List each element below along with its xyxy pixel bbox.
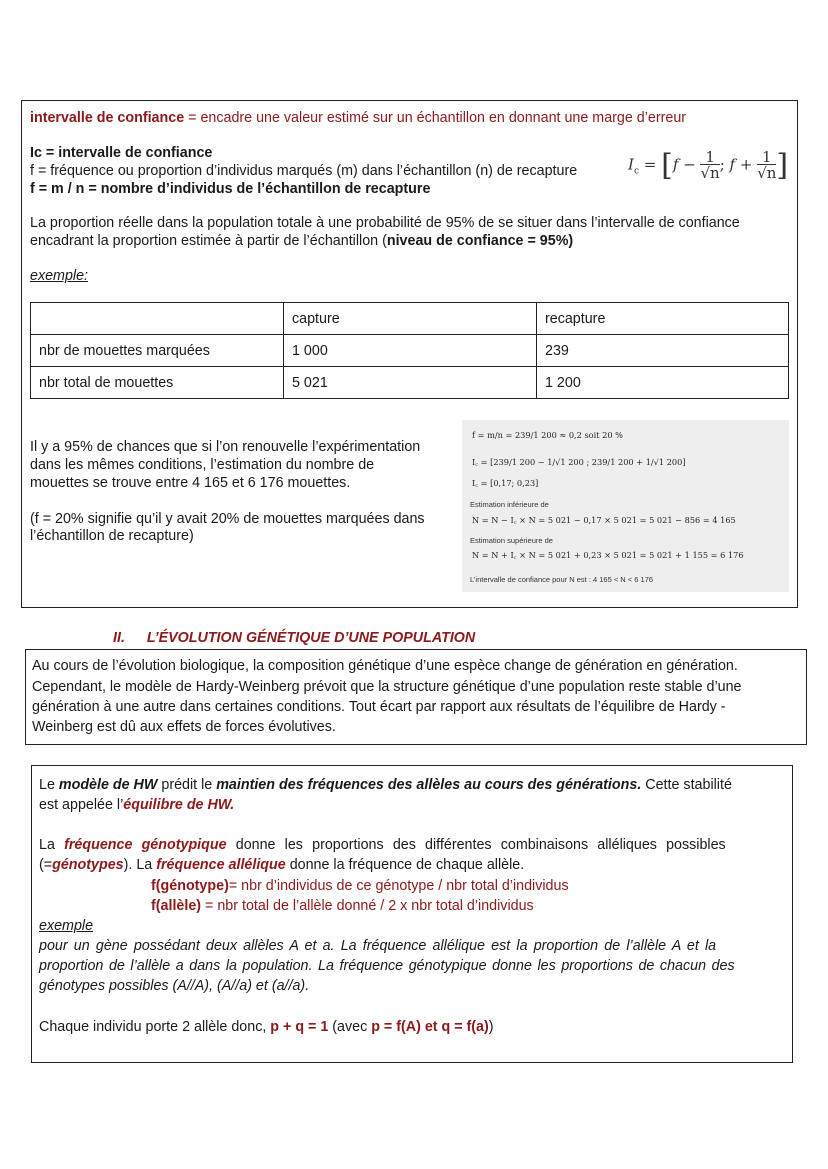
- table-cell: 5 021: [284, 367, 537, 399]
- calc-interval-text: L’intervalle de confiance pour N est : 4 165 < N < 6 176: [470, 575, 654, 584]
- evolution-line-3: génération à une autre dans certaines conditions. Tout écart par rapport aux résultats de l’équilibre de Hardy -: [32, 699, 726, 715]
- genotype-formula: f(génotype)= nbr d’individus de ce génotype / nbr total d’individus: [151, 878, 569, 894]
- table-cell: nbr total de mouettes: [31, 367, 284, 399]
- table-header-cell: [31, 303, 284, 335]
- f20-line-1: (f = 20% signifie qu’il y avait 20% de mouettes marquées dans: [30, 511, 425, 527]
- hw-conclusion: Chaque individu porte 2 allèle donc, p + q = 1 (avec p = f(A) et q = f(a)): [39, 1019, 494, 1035]
- calc-inf-label: Estimation inférieure de: [470, 500, 549, 509]
- hw-paragraph-2-line-1: La fréquence génotypique donne les proportions des différentes combinaisons alléliques possibles: [39, 837, 726, 853]
- definition-line: [30, 109, 686, 127]
- f-mn-definition: f = m / n = nombre d’individus de l’échantillon de recapture: [30, 181, 431, 197]
- section-2-heading: L’ÉVOLUTION GÉNÉTIQUE D’UNE POPULATION: [146, 630, 476, 646]
- chance-line-3: mouettes se trouve entre 4 165 et 6 176 mouettes.: [30, 475, 351, 491]
- calculation-panel: [462, 420, 789, 592]
- table-row: [31, 367, 789, 399]
- calc-sup-label: Estimation supérieure de: [470, 536, 553, 545]
- evolution-line-1: Au cours de l’évolution biologique, la composition génétique d’une espèce change de génération en génération.: [32, 658, 738, 674]
- table-cell: 1 200: [537, 367, 789, 399]
- f-definition: f = fréquence ou proportion d’individus marqués (m) dans l’échantillon (n) de recapture: [30, 163, 578, 179]
- hw-exemple-label: exemple: [39, 918, 94, 934]
- section-2-title: [113, 629, 475, 647]
- calc-sup-calc: N = N + I꜀ × N = 5 021 + 0,23 × 5 021 = 5 021 + 1 155 = 6 176: [472, 550, 744, 560]
- ic-definition: Ic = intervalle de confiance: [30, 145, 213, 161]
- ic-formula: $I_c = [f$ − $\frac{1}{√n}$ ; f + $\frac{1}{√n}$ ]: [628, 148, 789, 183]
- hw-paragraph-1-line-2: est appelée l’équilibre de HW.: [39, 797, 235, 813]
- calc-f-line: f = m/n = 239/1 200 ≈ 0,2 soit 20 %: [472, 430, 623, 440]
- definition-text: = encadre une valeur estimé sur un échantillon en donnant une marge d’erreur: [184, 110, 687, 126]
- table-cell: 239: [537, 335, 789, 367]
- capture-table: [30, 302, 789, 399]
- calc-inf-calc: N = N − I꜀ × N = 5 021 − 0,17 × 5 021 = 5 021 − 856 = 4 165: [472, 515, 736, 525]
- calc-ic-value: I꜀ = [0,17; 0,23]: [472, 478, 539, 488]
- table-header-cell: capture: [284, 303, 537, 335]
- proportion-line-1: La proportion réelle dans la population totale à une probabilité de 95% de se situer dans l’intervalle de confiance: [30, 215, 740, 231]
- proportion-line-2: encadrant la proportion estimée à partir de l’échantillon (niveau de confiance = 95%): [30, 233, 574, 249]
- f20-line-2: l’échantillon de recapture): [30, 528, 194, 544]
- hw-paragraph-1-line-1: Le modèle de HW prédit le maintien des fréquences des allèles au cours des générations. Cette stabilité: [39, 777, 732, 793]
- allele-formula: f(allèle) = nbr total de l’allèle donné / 2 x nbr total d’individus: [151, 898, 534, 914]
- hw-example-line-3: génotypes possibles (A//A), (A//a) et (a//a).: [39, 978, 310, 994]
- table-row: [31, 335, 789, 367]
- section-2-number: II.: [113, 630, 125, 646]
- table-cell: nbr de mouettes marquées: [31, 335, 284, 367]
- calc-ic-line: I꜀ = [239/1 200 − 1/√1 200 ; 239/1 200 + 1/√1 200]: [472, 457, 686, 467]
- chance-line-2: dans les mêmes conditions, l’estimation du nombre de: [30, 457, 375, 473]
- definition-term: intervalle de confiance: [30, 110, 185, 126]
- table-cell: 1 000: [284, 335, 537, 367]
- hw-paragraph-2-line-2: (=génotypes). La fréquence allélique donne la fréquence de chaque allèle.: [39, 857, 525, 873]
- evolution-line-2: Cependant, le modèle de Hardy-Weinberg prévoit que la structure génétique d’une population reste stable d’une: [32, 679, 742, 695]
- table-header-cell: recapture: [537, 303, 789, 335]
- hw-example-line-1: pour un gène possédant deux allèles A et a. La fréquence allélique est la proportion de l’allèle A et la: [39, 938, 717, 954]
- table-header-row: [31, 303, 789, 335]
- evolution-line-4: Weinberg est dû aux effets de forces évolutives.: [32, 719, 336, 735]
- exemple-label: exemple:: [30, 268, 89, 284]
- chance-line-1: Il y a 95% de chances que si l’on renouvelle l’expérimentation: [30, 439, 421, 455]
- hw-example-line-2: proportion de l’allèle a dans la population. La fréquence génotypique donne les proportions de chacun des: [39, 958, 735, 974]
